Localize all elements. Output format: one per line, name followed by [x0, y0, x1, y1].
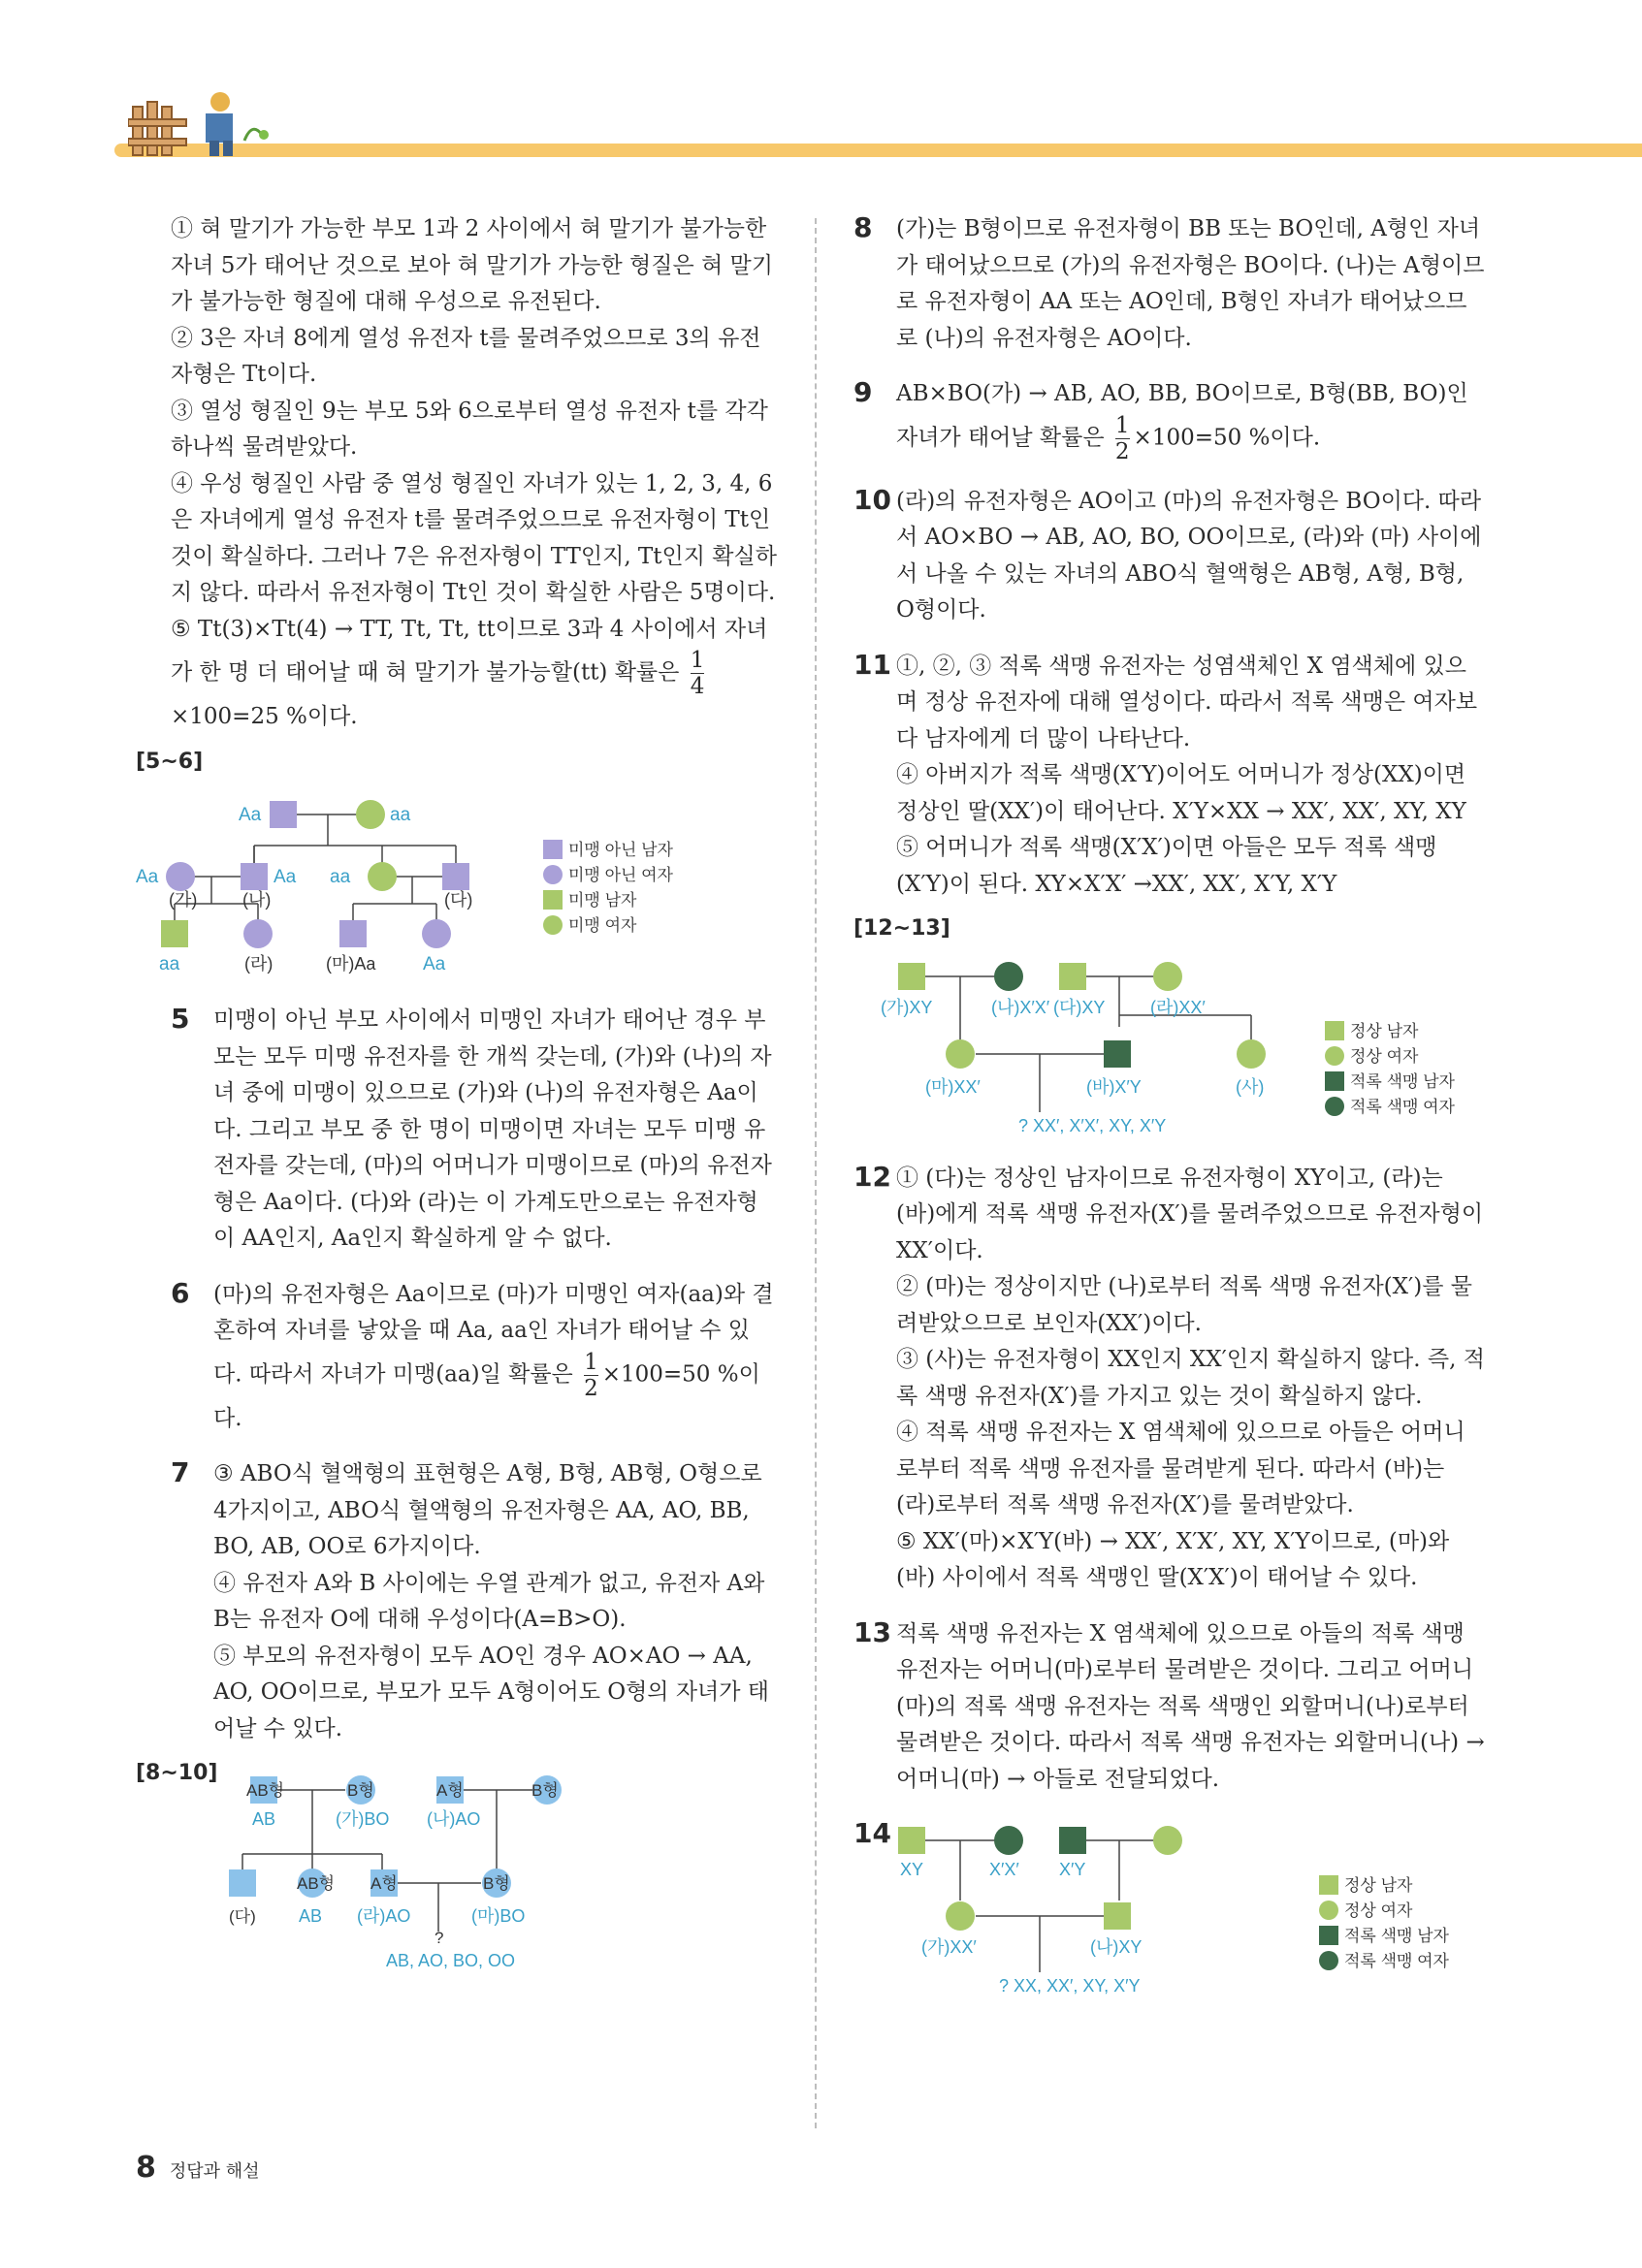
svg-text:B형: B형 [483, 1873, 510, 1893]
svg-text:AB: AB [252, 1808, 276, 1829]
svg-text:미맹 여자: 미맹 여자 [568, 916, 637, 935]
svg-text:적록 색맹 여자: 적록 색맹 여자 [1344, 1952, 1449, 1970]
svg-text:Aa: Aa [423, 954, 446, 974]
fraction: $\frac{1}{2}$ [584, 1349, 598, 1401]
svg-text:(가)XX′: (가)XX′ [921, 1937, 977, 1957]
svg-text:(마)XX′: (마)XX′ [925, 1076, 981, 1097]
answer-11: 11 ①, ②, ③ 적록 색맹 유전자는 성염색체인 X 염색체에 있으며 정상 유전자에 대해 열성이다. 따라서 적록 색맹은 여자보다 남자에게 더 많이 나타난다. ④ 아버지가 적록 색맹(X′Y)이어도 어머니가 정상(XX)이면 정상인 딸(XX′)이 태어난다. X′Y×XX → XX′, XX′, XY, XY ⑤ 어머니가 적록 색맹(X′X′)이면 아들은 모두 적록 색맹(X′Y)이 된다. XY×X′X′ →XX′, XX′, X′Y, X′Y [853, 648, 1478, 897]
section-title: 정답과 해설 [169, 2161, 260, 2182]
svg-text:(마)Aa: (마)Aa [326, 954, 376, 974]
pedigree-5-6 [136, 780, 795, 983]
svg-text:?: ? [435, 1928, 444, 1947]
answer-8: 8 (가)는 B형이므로 유전자형이 BB 또는 BO인데, A형인 자녀가 태어났으므로 (가)의 유전자형은 BO이다. (나)는 A형이므로 유전자형이 AA 또는 AO인데, B형인 자녀가 태어났으므로 (나)의 유전자형은 AO이다. [853, 211, 1485, 351]
svg-text:(나)XY: (나)XY [1090, 1937, 1143, 1957]
answer-5: 5 미맹이 아닌 부모 사이에서 미맹인 자녀가 태어난 경우 부모는 모두 미맹 유전자를 한 개씩 갖는데, (가)와 (나)의 자녀 중에 미맹이 있으므로 (가)와 (나)의 유전자형은 Aa이다. 그리고 부모 중 한 명이 미맹이면 자녀는 모두 미맹 유전자를 갖는데, (마)의 어머니가 미맹이므로 (마)의 유전자형은 Aa이다. (다)와 (라)는 이 가계도만으로는 유전자형이 AA인지, Aa인지 확실하게 알 수 없다. [171, 1003, 772, 1251]
svg-text:적록 색맹 여자: 적록 색맹 여자 [1350, 1097, 1455, 1116]
svg-text:(가)BO: (가)BO [336, 1808, 390, 1829]
answer-10: 10 (라)의 유전자형은 AO이고 (마)의 유전자형은 BO이다. 따라서 AO×BO → AB, AO, BO, OO이므로, (라)와 (마) 사이에서 나올 수 있는 자녀의 ABO식 혈액형은 AB형, A형, B형, O형이다. [853, 483, 1482, 623]
answer-4-4: ④ 우성 형질인 사람 중 열성 형질인 자녀가 있는 1, 2, 3, 4, 6은 자녀에게 열성 유전자 t를 물려주었으므로 유전자형이 Tt인 것이 확실하다. 그러나 7은 유전자형이 TT인지, Tt인지 확실하지 않다. 따라서 유전자형이 Tt인 것이 확실한 사람은 5명이다. [171, 470, 777, 605]
answer-4-1: ① 혀 말기가 가능한 부모 1과 2 사이에서 혀 말기가 불가능한 자녀 5가 태어난 것으로 보아 혀 말기가 가능한 형질은 혀 말기가 불가능한 형질에 대해 우성으로 유전된다. [171, 216, 773, 314]
answer-9: 9 AB×BO(가) → AB, AO, BB, BO이므로, B형(BB, BO)인 자녀가 태어날 확률은 $\frac{1}{2}$ ×100=50 %이다. [853, 376, 1468, 464]
svg-text:정상 남자: 정상 남자 [1344, 1876, 1413, 1895]
answer-4-2: ② 3은 자녀 8에게 열성 유전자 t를 물려주었으므로 3의 유전자형은 Tt이다. [171, 325, 761, 387]
svg-text:AB형: AB형 [246, 1780, 285, 1800]
svg-text:AB형: AB형 [297, 1873, 336, 1893]
svg-text:(나)X′X′: (나)X′X′ [991, 997, 1050, 1017]
svg-text:Aa: Aa [274, 867, 297, 887]
svg-text:적록 색맹 남자: 적록 색맹 남자 [1350, 1071, 1455, 1091]
answer-12: 12 ① (다)는 정상인 남자이므로 유전자형이 XY이고, (라)는 (바)에게 적록 색맹 유전자(X′)를 물려주었으므로 유전자형이 XX′이다. ② (마)는 정상이지만 (나)로부터 적록 색맹 유전자(X′)를 물려받았으므로 보인자(XX′)이다. ③ (사)는 유전자형이 XX인지 XX′인지 확실하지 않다. 즉, 적록 색맹 유전자(X′)를 가지고 있는 것이 확실하지 않다. ④ 적록 색맹 유전자는 X 염색체에 있으므로 아들은 어머니로부터 적록 색맹 유전자를 물려받게 된다. 따라서 (바)는 (라)로부터 적록 색맹 유전자(X′)를 물려받았다. ⑤ XX′(마)×X′Y(바) → XX′, X′X′, XY, X′Y이므로, (마)와 (바) 사이에서 적록 색맹인 딸(X′X′)이 태어날 수 있다. [853, 1160, 1485, 1590]
pedigree-14 [853, 1817, 1484, 2011]
svg-text:(다)XY: (다)XY [1053, 997, 1106, 1017]
svg-text:? XX′, X′X′, XY, X′Y: ? XX′, X′X′, XY, X′Y [1018, 1115, 1167, 1135]
answer-14: 14 XY X′X′ X′Y (가)XX′ (나)XY ? XX, XX′, XY, X′Y 정상 남자 정상 여자 적록 색맹 남자 적록 색맹 여자 [853, 1817, 1486, 2011]
svg-text:적록 색맹 남자: 적록 색맹 남자 [1344, 1927, 1449, 1945]
svg-text:정상 남자: 정상 남자 [1350, 1021, 1419, 1040]
svg-text:B형: B형 [531, 1780, 559, 1800]
answer-4-3: ③ 열성 형질인 9는 부모 5와 6으로부터 열성 유전자 t를 각각 하나씩 물려받았다. [171, 398, 768, 460]
svg-text:(라)XX′: (라)XX′ [1150, 997, 1206, 1017]
svg-text:(라)AO: (라)AO [357, 1905, 411, 1926]
right-column [853, 211, 1486, 2011]
svg-text:미맹 아닌 여자: 미맹 아닌 여자 [568, 866, 673, 884]
svg-text:(나): (나) [242, 890, 272, 910]
svg-text:AB: AB [299, 1905, 323, 1926]
svg-text:(가)XY: (가)XY [881, 997, 933, 1017]
svg-text:(다): (다) [444, 890, 473, 910]
svg-text:미맹 아닌 남자: 미맹 아닌 남자 [568, 841, 673, 859]
svg-text:(마)BO: (마)BO [471, 1905, 526, 1926]
svg-text:aa: aa [159, 954, 180, 974]
svg-text:A형: A형 [436, 1780, 464, 1800]
pedigree-12-13 [853, 947, 1484, 1141]
svg-text:Aa: Aa [239, 805, 262, 825]
page-number: 8 [136, 2151, 156, 2185]
svg-text:? XX, XX′, XY, X′Y: ? XX, XX′, XY, X′Y [999, 1976, 1141, 1996]
svg-text:(다): (다) [229, 1906, 256, 1926]
section-label-12-13: [12~13] [853, 916, 950, 941]
svg-text:AB, AO, BO, OO: AB, AO, BO, OO [386, 1950, 516, 1970]
svg-text:정상 여자: 정상 여자 [1344, 1901, 1413, 1920]
page-footer [136, 2151, 260, 2185]
section-label-5-6: [5~6] [136, 749, 204, 774]
svg-text:(라): (라) [244, 954, 274, 974]
svg-text:X′Y: X′Y [1059, 1860, 1086, 1879]
svg-text:(바)X′Y: (바)X′Y [1086, 1076, 1142, 1097]
header-bar [114, 144, 1642, 157]
svg-text:aa: aa [390, 805, 411, 825]
pedigree-8-10 [136, 1767, 795, 2009]
farmer-illustration [128, 92, 283, 160]
svg-text:aa: aa [330, 867, 351, 887]
answer-4-5: ⑤ Tt(3)×Tt(4) → TT, Tt, Tt, tt이므로 3과 4 사이에서 자녀가 한 명 더 태어날 때 혀 말기가 불가능할(tt) 확률은 $\frac{1}{4}$ ×100=25 %이다. [171, 616, 768, 729]
svg-text:(가): (가) [169, 890, 198, 910]
svg-text:(나)AO: (나)AO [427, 1808, 481, 1829]
answer-6: 6 (마)의 유전자형은 Aa이므로 (마)가 미맹인 여자(aa)와 결혼하여 자녀를 낳았을 때 Aa, aa인 자녀가 태어날 수 있다. 따라서 자녀가 미맹(aa)일 확률은 $\frac{1}{2}$ ×100=50 %이다. [171, 1276, 774, 1431]
svg-text:(사): (사) [1236, 1076, 1265, 1097]
svg-text:정상 여자: 정상 여자 [1350, 1046, 1419, 1066]
section-label-8-10: [8~10] [136, 1761, 218, 1785]
svg-text:A형: A형 [370, 1873, 398, 1893]
svg-text:Aa: Aa [136, 867, 159, 887]
svg-text:X′X′: X′X′ [989, 1860, 1019, 1879]
answer-13: 13 적록 색맹 유전자는 X 염색체에 있으므로 아들의 적록 색맹 유전자는 어머니(마)로부터 물려받은 것이다. 그리고 어머니(마)의 적록 색맹 유전자는 적록 색맹인 외할머니(나)로부터 물려받은 것이다. 따라서 적록 색맹 유전자는 외할머니(나) → 어머니(마) → 아들로 전달되었다. [853, 1615, 1485, 1792]
fraction: $\frac{1}{2}$ [1114, 412, 1130, 464]
answer-7: 7 ③ ABO식 혈액형의 표현형은 A형, B형, AB형, O형으로 4가지이고, ABO식 혈액형의 유전자형은 AA, AO, BB, BO, AB, OO로 6가지이다. ④ 유전자 A와 B 사이에는 우열 관계가 없고, 유전자 A와 B는 유전자 O에 대해 우성이다(A=B>O). ⑤ 부모의 유전자형이 모두 AO인 경우 AO×AO → AA, AO, OO이므로, 부모가 모두 A형이어도 O형의 자녀가 태어날 수 있다. [171, 1456, 770, 1741]
fraction: $\frac{1}{4}$ [690, 648, 705, 699]
svg-text:XY: XY [900, 1860, 924, 1879]
female-affected [356, 800, 385, 829]
left-column [136, 211, 778, 2009]
svg-text:미맹 남자: 미맹 남자 [568, 891, 637, 910]
column-divider [815, 218, 817, 2128]
male-not-colorblind [270, 801, 297, 828]
svg-text:B형: B형 [347, 1780, 374, 1800]
